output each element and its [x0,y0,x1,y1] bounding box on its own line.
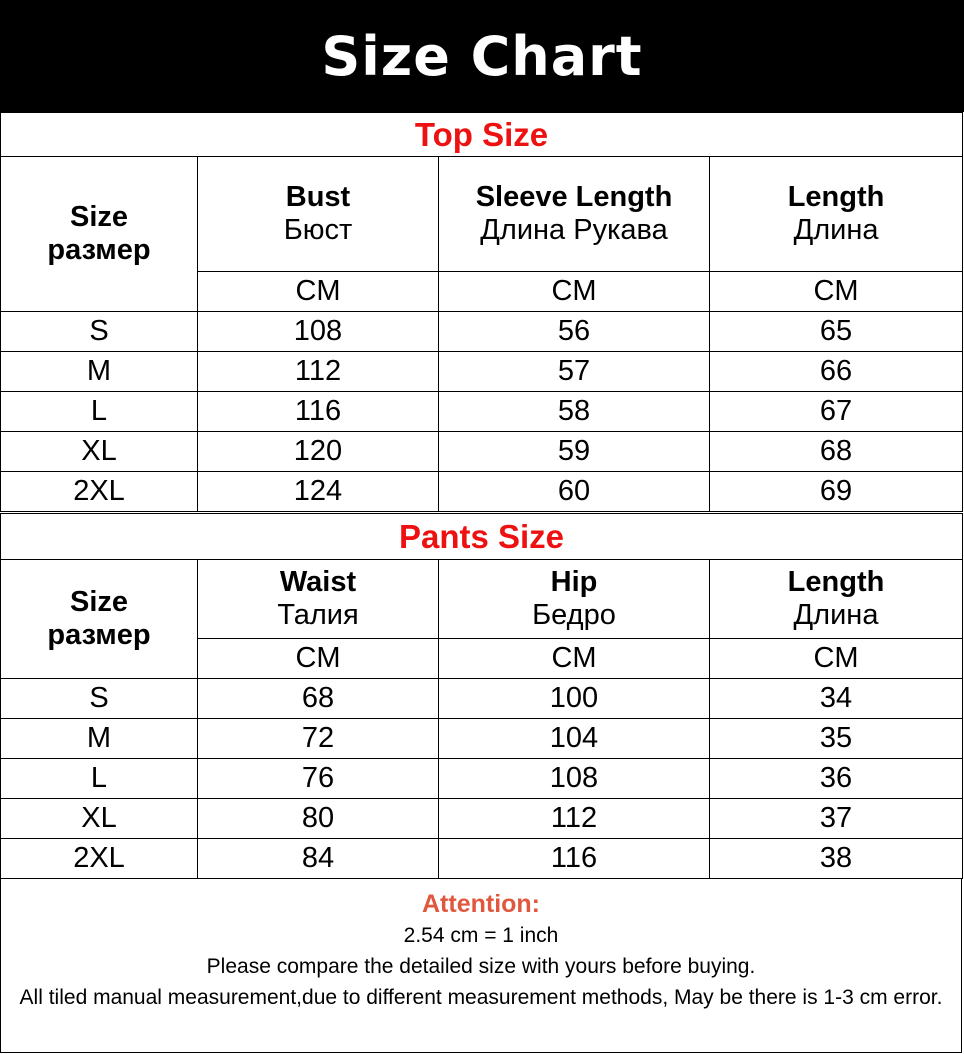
value-cell: 116 [439,839,710,879]
table-row [1,759,963,799]
table-row [1,432,963,472]
top-size-table [0,112,963,512]
header-en: Hip [550,565,598,598]
value-cell: 58 [439,392,710,432]
banner-title: Size Chart [0,0,964,112]
top-header-length [710,157,963,272]
unit-cell: CM [710,639,963,679]
unit-cell: CM [439,272,710,312]
table-row [1,719,963,759]
value-cell: 35 [710,719,963,759]
value-cell: 36 [710,759,963,799]
pants-header-length [710,560,963,639]
unit-cell: CM [198,639,439,679]
unit-cell: CM [710,272,963,312]
compare-note: Please compare the detailed size with yours before buying. [206,955,756,978]
value-cell: 34 [710,679,963,719]
table-row [1,679,963,719]
conversion-note: 2.54 cm = 1 inch [403,924,559,947]
pants-size-column-header [1,560,198,679]
pants-header-hip [439,560,710,639]
size-cell: XL [1,799,198,839]
header-en: Waist [279,565,357,598]
pants-header-waist [198,560,439,639]
header-en: Length [787,180,885,213]
size-cell: XL [1,432,198,472]
measurement-note: All tiled manual measurement,due to different measurement methods, May be there is 1-3 cm error. [19,986,943,1009]
table-row [1,472,963,512]
top-header-bust [198,157,439,272]
size-label: Size [69,585,129,618]
size-cell: 2XL [1,472,198,512]
table-row [1,392,963,432]
pants-size-table [0,513,963,879]
table-row [1,352,963,392]
table-row [1,799,963,839]
value-cell: 84 [198,839,439,879]
table-row [1,839,963,879]
header-en: Sleeve Length [475,180,673,213]
value-cell: 37 [710,799,963,839]
header-ru: Длина [793,214,879,246]
header-ru: Бюст [283,214,353,246]
top-size-title: Top Size [1,113,963,157]
value-cell: 69 [710,472,963,512]
size-cell: 2XL [1,839,198,879]
top-size-column-header [1,157,198,312]
size-label-ru: размер [47,234,151,266]
value-cell: 59 [439,432,710,472]
attention-heading: Attention: [421,890,541,918]
value-cell: 72 [198,719,439,759]
header-ru: Талия [277,599,359,631]
value-cell: 67 [710,392,963,432]
size-cell: S [1,312,198,352]
value-cell: 57 [439,352,710,392]
pants-size-title: Pants Size [1,514,963,560]
value-cell: 68 [710,432,963,472]
value-cell: 112 [198,352,439,392]
value-cell: 60 [439,472,710,512]
value-cell: 66 [710,352,963,392]
value-cell: 120 [198,432,439,472]
value-cell: 65 [710,312,963,352]
value-cell: 68 [198,679,439,719]
size-cell: L [1,392,198,432]
value-cell: 116 [198,392,439,432]
size-label: Size [69,200,129,233]
header-ru: Длина [793,599,879,631]
unit-cell: CM [439,639,710,679]
value-cell: 124 [198,472,439,512]
value-cell: 80 [198,799,439,839]
value-cell: 108 [439,759,710,799]
header-ru: Бедро [532,599,616,631]
header-ru: Длина Рукава [480,214,668,246]
value-cell: 38 [710,839,963,879]
header-en: Length [787,565,885,598]
size-cell: M [1,352,198,392]
value-cell: 112 [439,799,710,839]
size-cell: M [1,719,198,759]
value-cell: 56 [439,312,710,352]
top-header-sleeve-length [439,157,710,272]
attention-notes [0,878,962,1053]
header-en: Bust [285,180,351,213]
table-row [1,312,963,352]
size-cell: L [1,759,198,799]
size-cell: S [1,679,198,719]
value-cell: 104 [439,719,710,759]
value-cell: 76 [198,759,439,799]
size-label-ru: размер [47,619,151,651]
value-cell: 108 [198,312,439,352]
value-cell: 100 [439,679,710,719]
unit-cell: CM [198,272,439,312]
